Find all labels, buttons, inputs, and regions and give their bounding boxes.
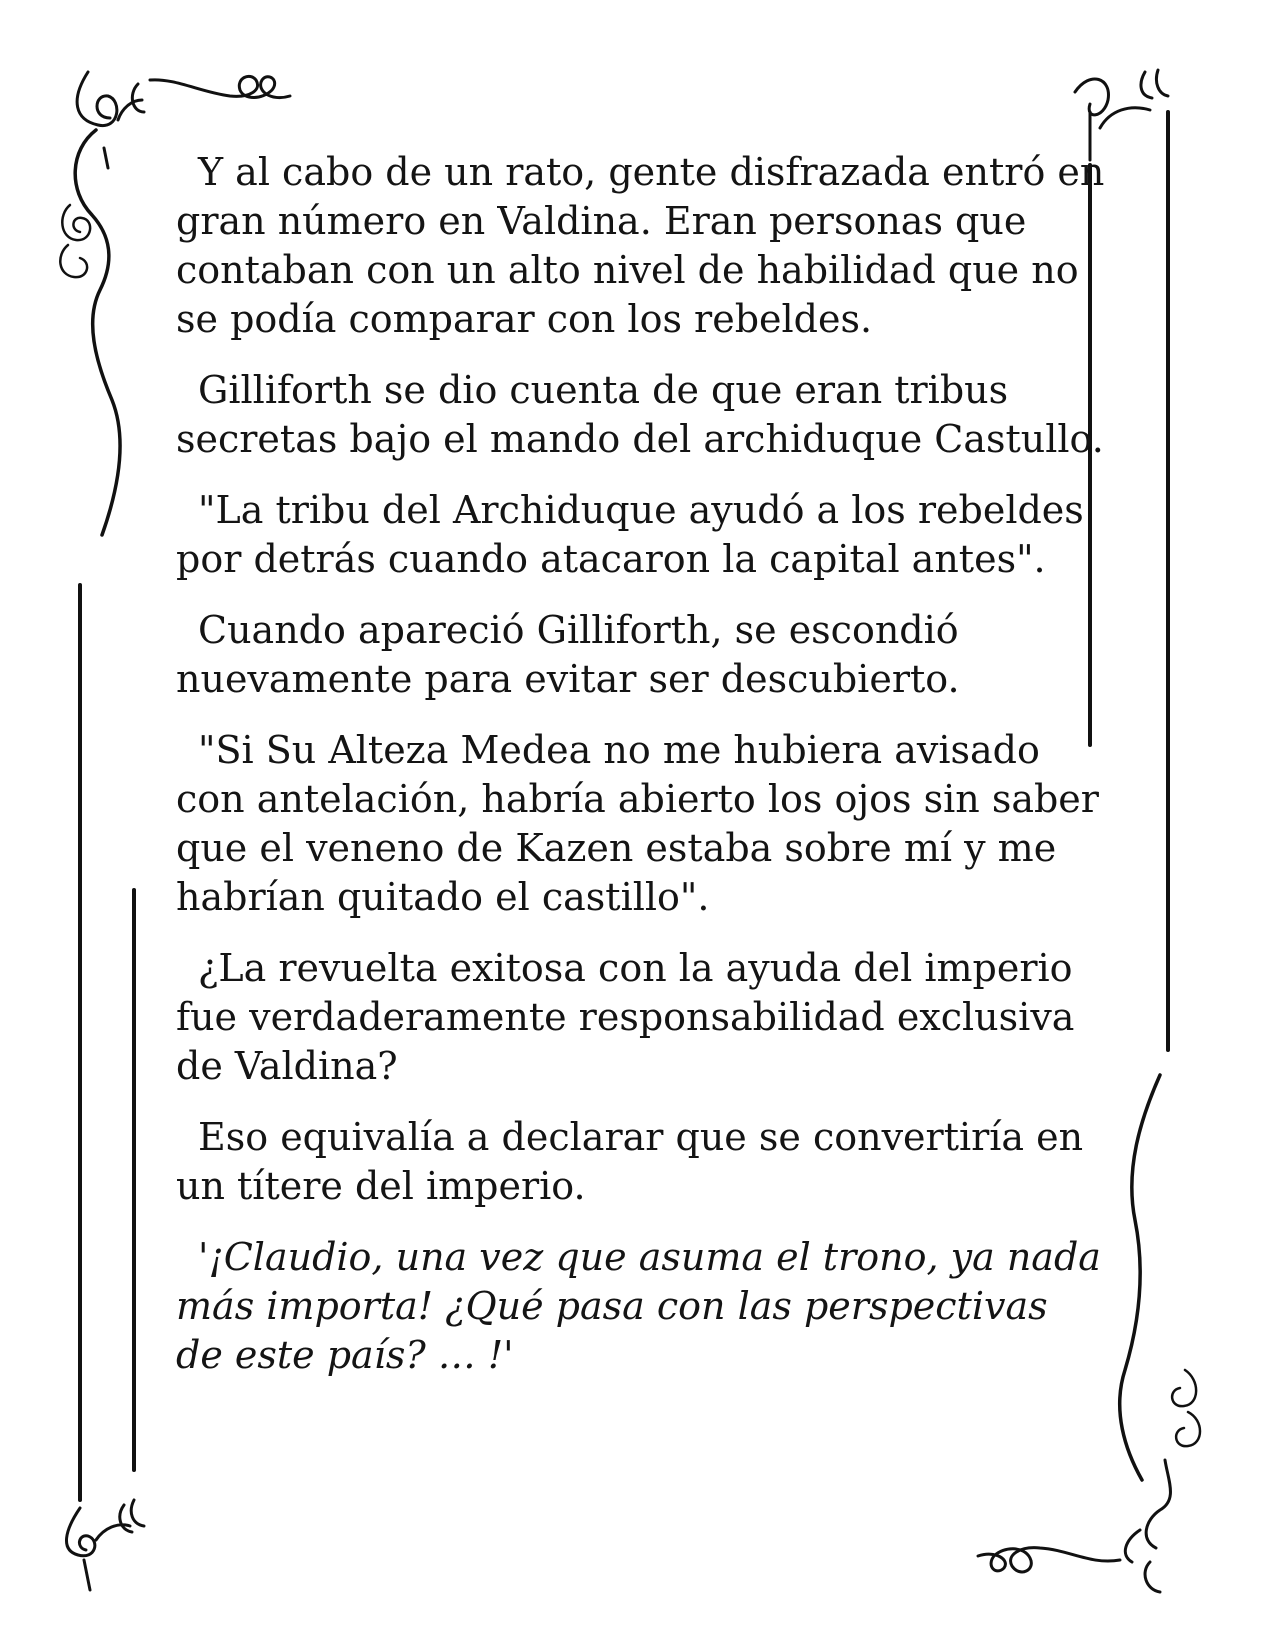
- paragraph-2: Gilliforth se dio cuenta de que eran tribus secretas bajo el mando del archiduque Castullo.: [176, 368, 1104, 461]
- paragraph-1: Y al cabo de un rato, gente disfrazada entró en gran número en Valdina. Eran personas que contaban con un alto nivel de habilidad que no se podía comparar con los rebeldes.: [176, 150, 1105, 341]
- page-body: [176, 148, 1106, 1402]
- paragraph-7: Eso equivalía a declarar que se convertiría en un títere del imperio.: [176, 1115, 1084, 1208]
- paragraph-5: "Si Su Alteza Medea no me hubiera avisado con antelación, habría abierto los ojos sin saber que el veneno de Kazen estaba sobre mí y me habrían quitado el castillo".: [176, 728, 1099, 919]
- paragraph-4: Cuando apareció Gilliforth, se escondió nuevamente para evitar ser descubierto.: [176, 608, 960, 701]
- flourish-bottom-left-icon: [66, 1500, 144, 1590]
- flourish-top-right-icon: [1075, 70, 1168, 160]
- paragraph-8-italic-thought: '¡Claudio, una vez que asuma el trono, ya nada más importa! ¿Qué pasa con las perspectivas de este país? … !': [176, 1235, 1101, 1377]
- paragraph-6: ¿La revuelta exitosa con la ayuda del imperio fue verdaderamente responsabilidad exclusiva de Valdina?: [176, 946, 1075, 1088]
- paragraph-3: "La tribu del Archiduque ayudó a los rebeldes por detrás cuando atacaron la capital antes".: [176, 488, 1084, 581]
